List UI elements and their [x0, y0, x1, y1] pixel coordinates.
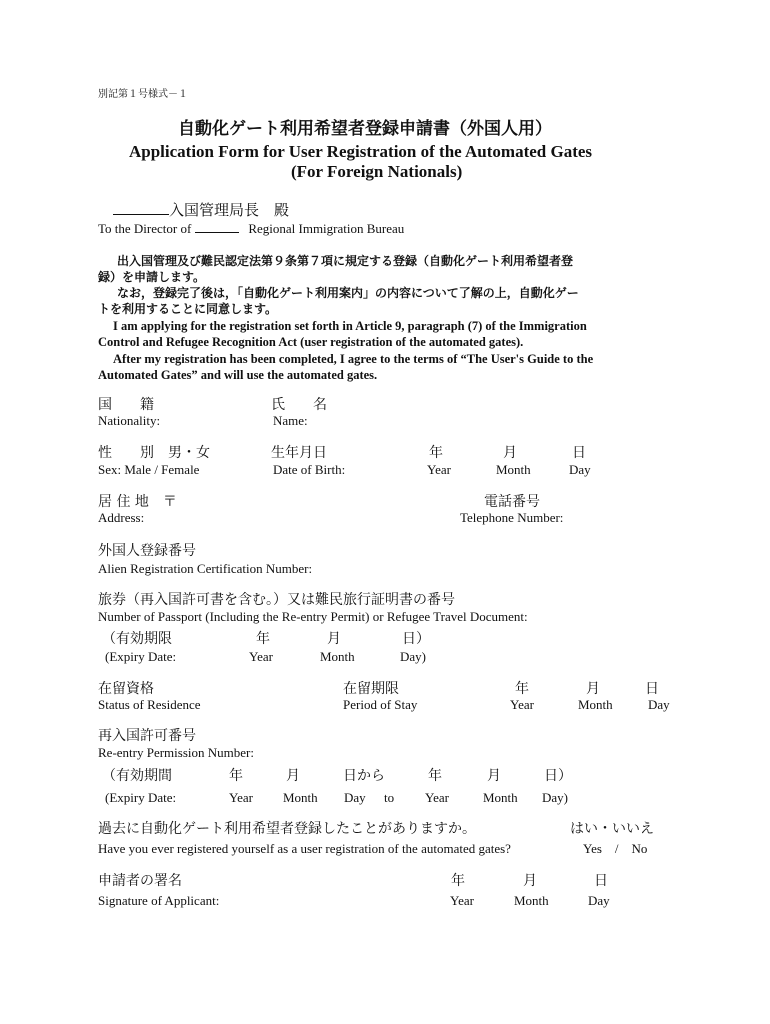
- reentry-en[interactable]: Re-entry Permission Number:: [98, 745, 254, 760]
- dob-day-jp: 日: [572, 445, 586, 461]
- period-year-en: Year: [510, 697, 534, 712]
- reentry-expiry-en[interactable]: (Expiry Date:: [105, 790, 177, 805]
- dob-month-jp: 月: [503, 445, 517, 461]
- passport-en[interactable]: Number of Passport (Including the Re-entry Permit) or Refugee Travel Document:: [98, 609, 528, 624]
- period-year-jp: 年: [515, 681, 529, 697]
- reentry-month1-jp: 月: [286, 768, 300, 784]
- passport-expiry-month-en: Month: [320, 649, 355, 664]
- yes-no-jp[interactable]: はい・いいえ: [570, 821, 654, 837]
- director-blank[interactable]: [113, 202, 169, 215]
- dob-en[interactable]: Date of Birth:: [273, 462, 346, 477]
- period-day-en: Day: [648, 697, 670, 712]
- declaration-en-2a: After my registration has been completed, I agree to the terms of “The User's Guide to the: [113, 352, 594, 366]
- nationality-jp: 国 籍: [98, 397, 154, 413]
- sex-en[interactable]: Sex: Male / Female: [98, 462, 200, 477]
- title-en-line1: Application Form for User Registration of the Automated Gates: [129, 142, 593, 161]
- signature-month-jp: 月: [523, 873, 537, 889]
- reentry-year2-jp: 年: [428, 768, 442, 784]
- reentry-from-jp: 日から: [343, 768, 385, 784]
- address-jp: 居 住 地 〒: [98, 494, 177, 510]
- reentry-year1-jp: 年: [229, 768, 243, 784]
- signature-jp: 申請者の署名: [98, 873, 182, 889]
- name-jp: 氏 名: [271, 397, 327, 413]
- passport-expiry-day-en: Day): [400, 649, 426, 664]
- period-jp: 在留期限: [343, 681, 399, 697]
- form-code: 別記第１号様式－１: [98, 89, 188, 100]
- period-month-jp: 月: [586, 681, 600, 697]
- passport-expiry-year-jp: 年: [256, 631, 270, 647]
- dob-year-jp: 年: [429, 445, 443, 461]
- declaration-jp-2a: なお，登録完了後は，「自動化ゲート利用案内」の内容について了解の上，自動化ゲー: [117, 286, 579, 300]
- declaration-en-2b: Automated Gates” and will use the automated gates.: [98, 368, 378, 382]
- passport-expiry-day-jp: 日）: [402, 631, 430, 647]
- reentry-expiry-jp: （有効期間: [102, 768, 172, 784]
- alien-reg-jp: 外国人登録番号: [98, 543, 196, 559]
- signature-year-jp: 年: [451, 873, 465, 889]
- declaration-en-1b: Control and Refugee Recognition Act (user registration of the automated gates).: [98, 335, 524, 349]
- reentry-day1-en: Day: [344, 790, 366, 805]
- period-month-en: Month: [578, 697, 613, 712]
- previous-registration-jp: 過去に自動化ゲート利用希望者登録したことがありますか。: [98, 821, 476, 837]
- signature-year-en: Year: [450, 893, 474, 908]
- reentry-year1-en: Year: [229, 790, 253, 805]
- reentry-month1-en: Month: [283, 790, 318, 805]
- telephone-jp: 電話番号: [484, 494, 540, 510]
- declaration-en-1a: I am applying for the registration set forth in Article 9, paragraph (7) of the Immigration: [113, 319, 587, 333]
- declaration-jp-1b: 録）を申請します。: [98, 270, 206, 284]
- reentry-day2-jp: 日）: [544, 768, 572, 784]
- reentry-day2-en: Day): [542, 790, 568, 805]
- title-jp: 自動化ゲート利用希望者登録申請書（外国人用）: [178, 119, 552, 139]
- passport-expiry-month-jp: 月: [327, 631, 341, 647]
- declaration-jp-1a: 出入国管理及び難民認定法第９条第７項に規定する登録（自動化ゲート利用希望者登: [117, 254, 574, 268]
- yes-no-en[interactable]: Yes / No: [583, 841, 648, 856]
- dob-year-en: Year: [427, 462, 451, 477]
- declaration-jp-2b: トを利用することに同意します。: [98, 302, 278, 316]
- passport-expiry-year-en: Year: [249, 649, 273, 664]
- nationality-en[interactable]: Nationality:: [98, 413, 161, 428]
- passport-jp: 旅券（再入国許可書を含む。）又は難民旅行証明書の番号: [98, 592, 455, 608]
- signature-day-jp: 日: [594, 873, 608, 889]
- sex-jp: 性 別 男・女: [98, 445, 210, 461]
- address-en[interactable]: Address:: [98, 510, 145, 525]
- reentry-jp: 再入国許可番号: [98, 728, 196, 744]
- signature-day-en: Day: [588, 893, 610, 908]
- reentry-month2-en: Month: [483, 790, 518, 805]
- telephone-en[interactable]: Telephone Number:: [460, 510, 564, 525]
- reentry-to-en: to: [384, 790, 395, 805]
- status-jp: 在留資格: [98, 681, 154, 697]
- dob-day-en: Day: [569, 462, 591, 477]
- bureau-blank[interactable]: [195, 222, 239, 233]
- name-en[interactable]: Name:: [273, 413, 308, 428]
- previous-registration-en: Have you ever registered yourself as a user registration of the automated gates?: [98, 841, 511, 856]
- dob-month-en: Month: [496, 462, 531, 477]
- period-en[interactable]: Period of Stay: [343, 697, 418, 712]
- addressee-en: To the Director of Regional Immigration Bureau: [98, 221, 405, 236]
- signature-month-en: Month: [514, 893, 549, 908]
- reentry-year2-en: Year: [425, 790, 449, 805]
- signature-en[interactable]: Signature of Applicant:: [98, 893, 220, 908]
- dob-jp: 生年月日: [271, 445, 327, 461]
- passport-expiry-en[interactable]: (Expiry Date:: [105, 649, 177, 664]
- passport-expiry-jp: （有効期限: [102, 631, 172, 647]
- reentry-month2-jp: 月: [487, 768, 501, 784]
- alien-reg-en[interactable]: Alien Registration Certification Number:: [98, 561, 313, 576]
- addressee-jp: 入国管理局長 殿: [113, 202, 289, 218]
- title-en-line2: (For Foreign Nationals): [291, 162, 463, 181]
- period-day-jp: 日: [645, 681, 659, 697]
- status-en[interactable]: Status of Residence: [98, 697, 201, 712]
